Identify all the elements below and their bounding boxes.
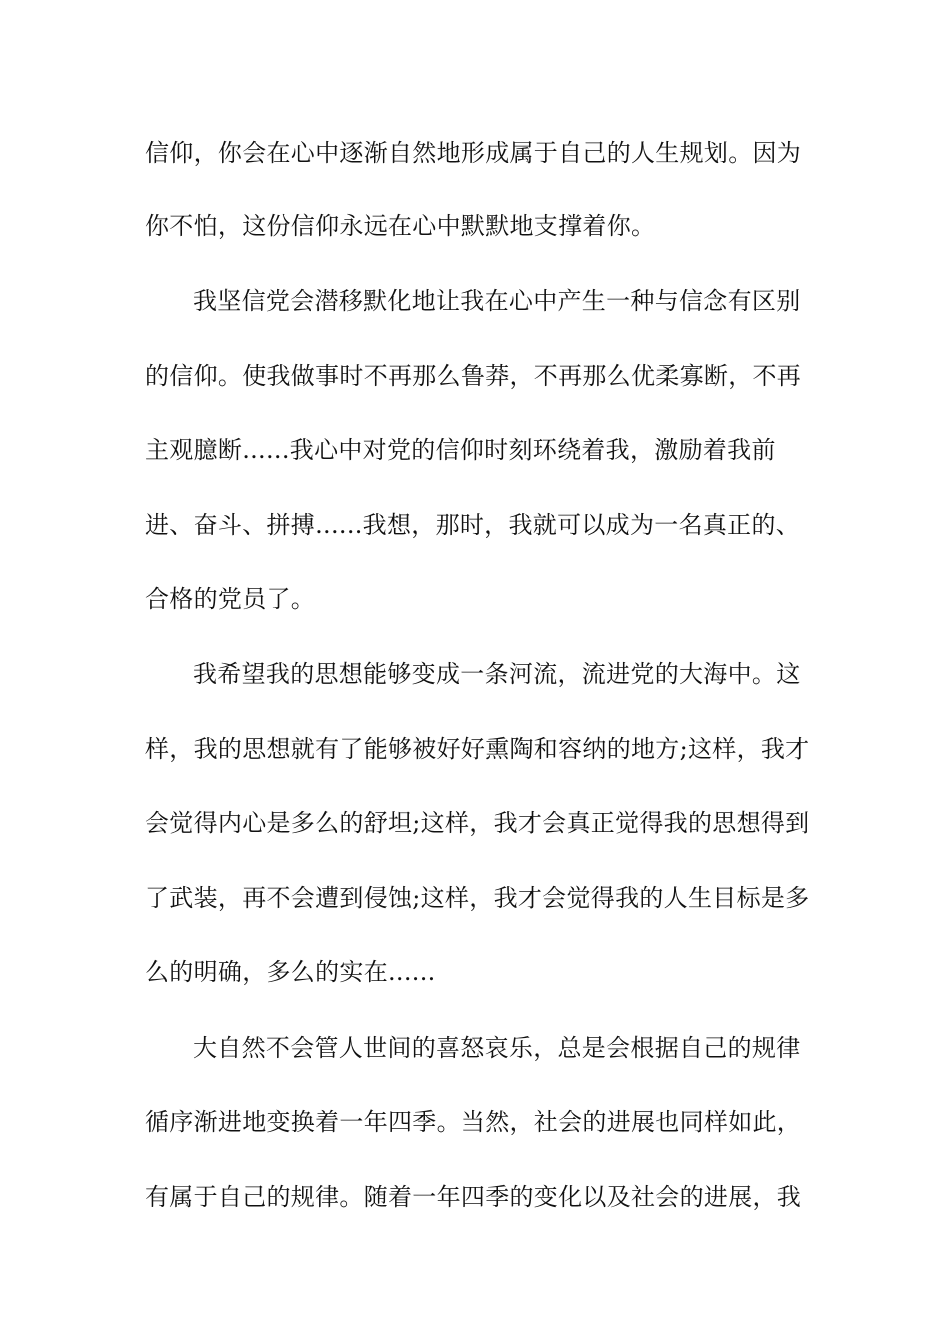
- text-line: 循序渐进地变换着一年四季。当然，社会的进展也同样如此，: [145, 1108, 802, 1136]
- paragraph-start-line: 我坚信党会潜移默化地让我在心中产生一种与信念有区别: [193, 287, 801, 315]
- text-line: 的信仰。使我做事时不再那么鲁莽，不再那么优柔寡断，不再: [145, 362, 802, 390]
- text-line: 么的明确，多么的实在......: [145, 958, 436, 986]
- text-line: 信仰，你会在心中逐渐自然地形成属于自己的人生规划。因为: [145, 139, 802, 167]
- text-line: 样，我的思想就有了能够被好好熏陶和容纳的地方;这样，我才: [145, 735, 810, 763]
- text-line: 了武装，再不会遭到侵蚀;这样，我才会觉得我的人生目标是多: [145, 884, 810, 912]
- paragraph-start-line: 我希望我的思想能够变成一条河流，流进党的大海中。这: [193, 660, 801, 688]
- text-line: 进、奋斗、拼搏......我想，那时，我就可以成为一名真正的、: [145, 511, 801, 539]
- text-line: 有属于自己的规律。随着一年四季的变化以及社会的进展，我: [145, 1183, 802, 1211]
- paragraph-start-line: 大自然不会管人世间的喜怒哀乐，总是会根据自己的规律: [193, 1034, 801, 1062]
- text-line: 你不怕，这份信仰永远在心中默默地支撑着你。: [145, 212, 656, 240]
- text-line: 合格的党员了。: [145, 585, 316, 613]
- text-line: 会觉得内心是多么的舒坦;这样，我才会真正觉得我的思想得到: [145, 809, 810, 837]
- text-line: 主观臆断......我心中对党的信仰时刻环绕着我，激励着我前: [145, 436, 776, 464]
